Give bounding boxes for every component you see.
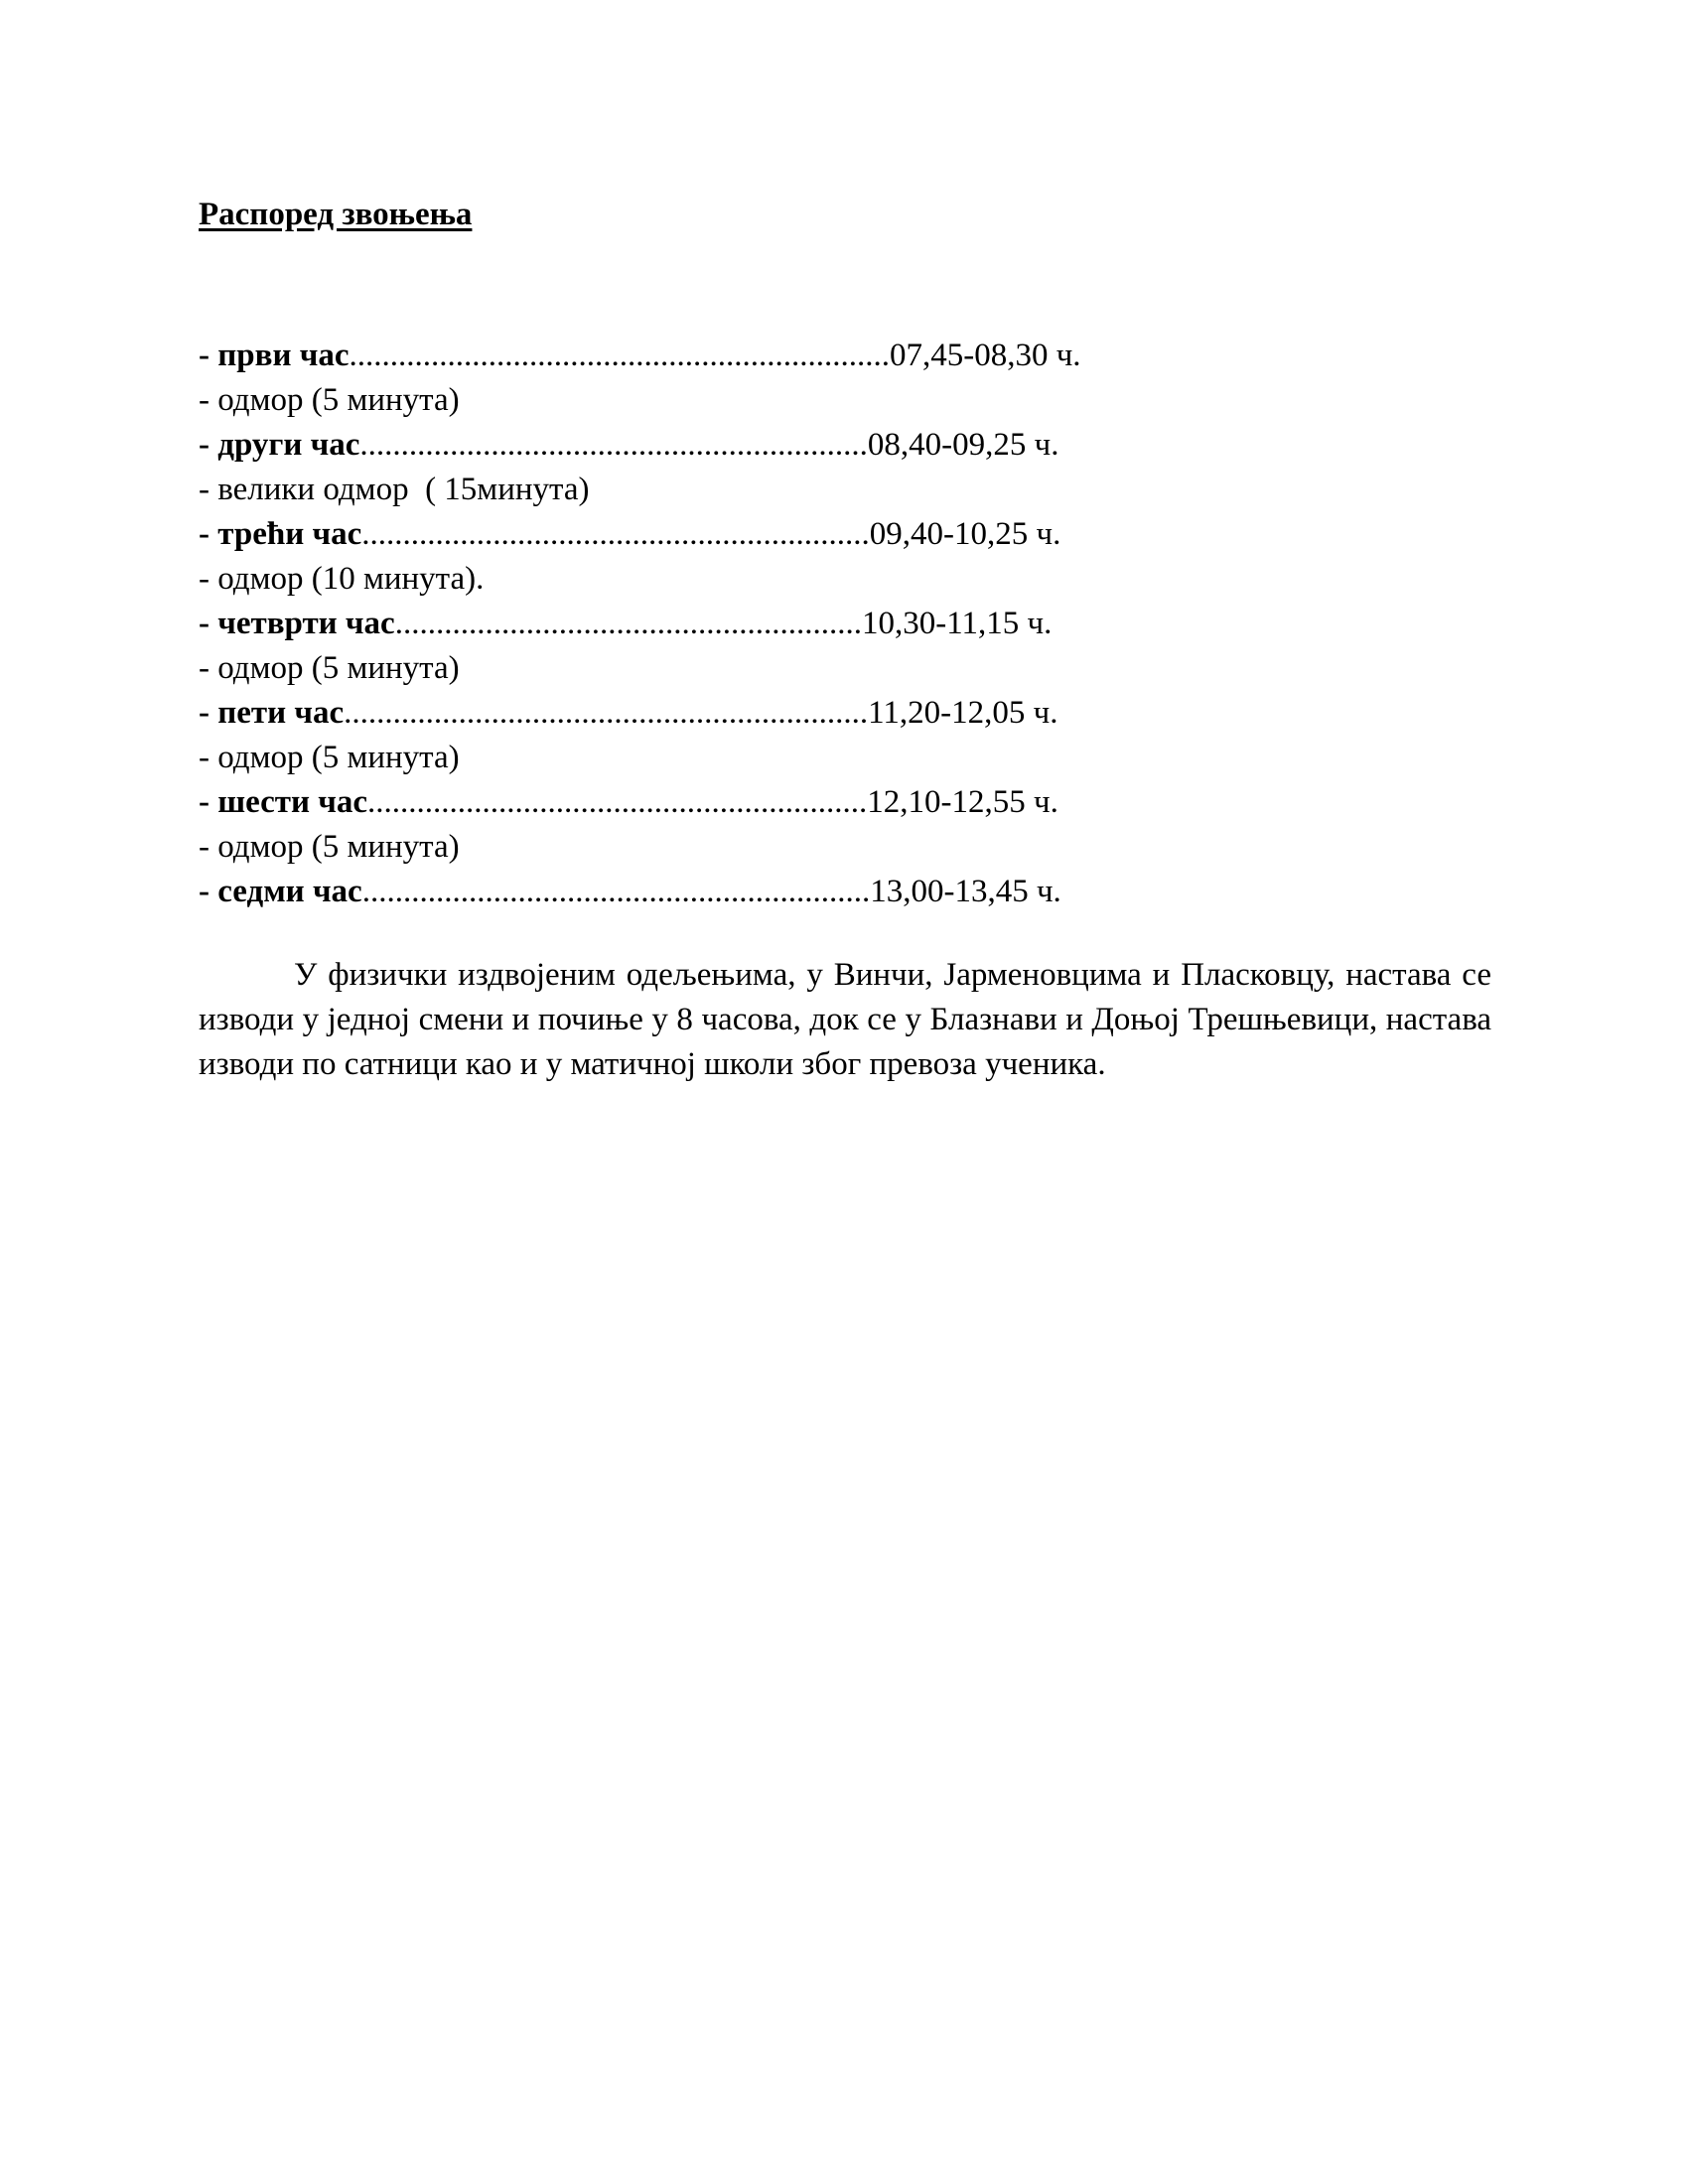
class-time: 13,00-13,45 ч. bbox=[870, 874, 1061, 909]
leader-dots: .................................................................. bbox=[349, 338, 890, 373]
break-text: - одмор (5 минута) bbox=[199, 829, 460, 865]
schedule-row-class bbox=[199, 423, 1489, 468]
class-time: 12,10-12,55 ч. bbox=[867, 784, 1058, 820]
class-name: трећи час bbox=[217, 516, 362, 552]
class-name: шести час bbox=[217, 784, 368, 820]
break-text: - одмор (10 минута). bbox=[199, 561, 485, 597]
row-dash: - bbox=[199, 784, 218, 820]
class-name: четврти час bbox=[217, 606, 395, 641]
class-name: пети час bbox=[217, 695, 345, 731]
break-text: - одмор (5 минута) bbox=[199, 382, 460, 418]
row-dash: - bbox=[199, 695, 218, 731]
schedule-row-class bbox=[199, 870, 1489, 914]
class-name: први час bbox=[217, 338, 350, 373]
break-text: - велики одмор ( 15минута) bbox=[199, 472, 590, 507]
leader-dots: ................................................................ bbox=[344, 695, 869, 731]
leader-dots: ......................................................... bbox=[394, 606, 862, 641]
class-name: други час bbox=[217, 427, 360, 463]
break-text: - одмор (5 минута) bbox=[199, 650, 460, 686]
class-time: 10,30-11,15 ч. bbox=[861, 606, 1053, 641]
row-dash: - bbox=[199, 516, 218, 552]
schedule-row-class bbox=[199, 334, 1489, 378]
schedule-row-break bbox=[199, 646, 1489, 691]
schedule-row-break bbox=[199, 378, 1489, 423]
schedule-row-class bbox=[199, 512, 1489, 557]
body-paragraph: У физички издвојеним одељењима, у Винчи, Јарменовцима и Пласковцу, настава се изводи у једној смени и почиње у 8 часова, док се у Блазнави и Доњој Трешњевици, настава изводи по сатници као и у матичној школи због превоза ученика. bbox=[199, 957, 1491, 1082]
schedule-row-class bbox=[199, 691, 1489, 736]
leader-dots: .............................................................. bbox=[361, 516, 870, 552]
row-dash: - bbox=[199, 606, 218, 641]
schedule-row-class bbox=[199, 602, 1489, 646]
class-time: 07,45-08,30 ч. bbox=[889, 338, 1081, 373]
schedule-row-break bbox=[199, 557, 1489, 602]
class-time: 11,20-12,05 ч. bbox=[868, 695, 1058, 731]
leader-dots: .............................................................. bbox=[361, 874, 871, 909]
page-title: Распоред звоњења bbox=[199, 197, 473, 232]
row-dash: - bbox=[199, 427, 218, 463]
schedule-row-break bbox=[199, 736, 1489, 780]
row-dash: - bbox=[199, 874, 218, 909]
schedule-row-class bbox=[199, 780, 1489, 825]
bell-schedule-list bbox=[199, 334, 1489, 914]
schedule-row-break bbox=[199, 825, 1489, 870]
break-text: - одмор (5 минута) bbox=[199, 740, 460, 775]
class-name: седми час bbox=[217, 874, 362, 909]
class-time: 09,40-10,25 ч. bbox=[869, 516, 1061, 552]
row-dash: - bbox=[199, 338, 218, 373]
leader-dots: .............................................................. bbox=[359, 427, 868, 463]
leader-dots: ............................................................. bbox=[367, 784, 868, 820]
class-time: 08,40-09,25 ч. bbox=[867, 427, 1059, 463]
schedule-row-break bbox=[199, 468, 1489, 512]
